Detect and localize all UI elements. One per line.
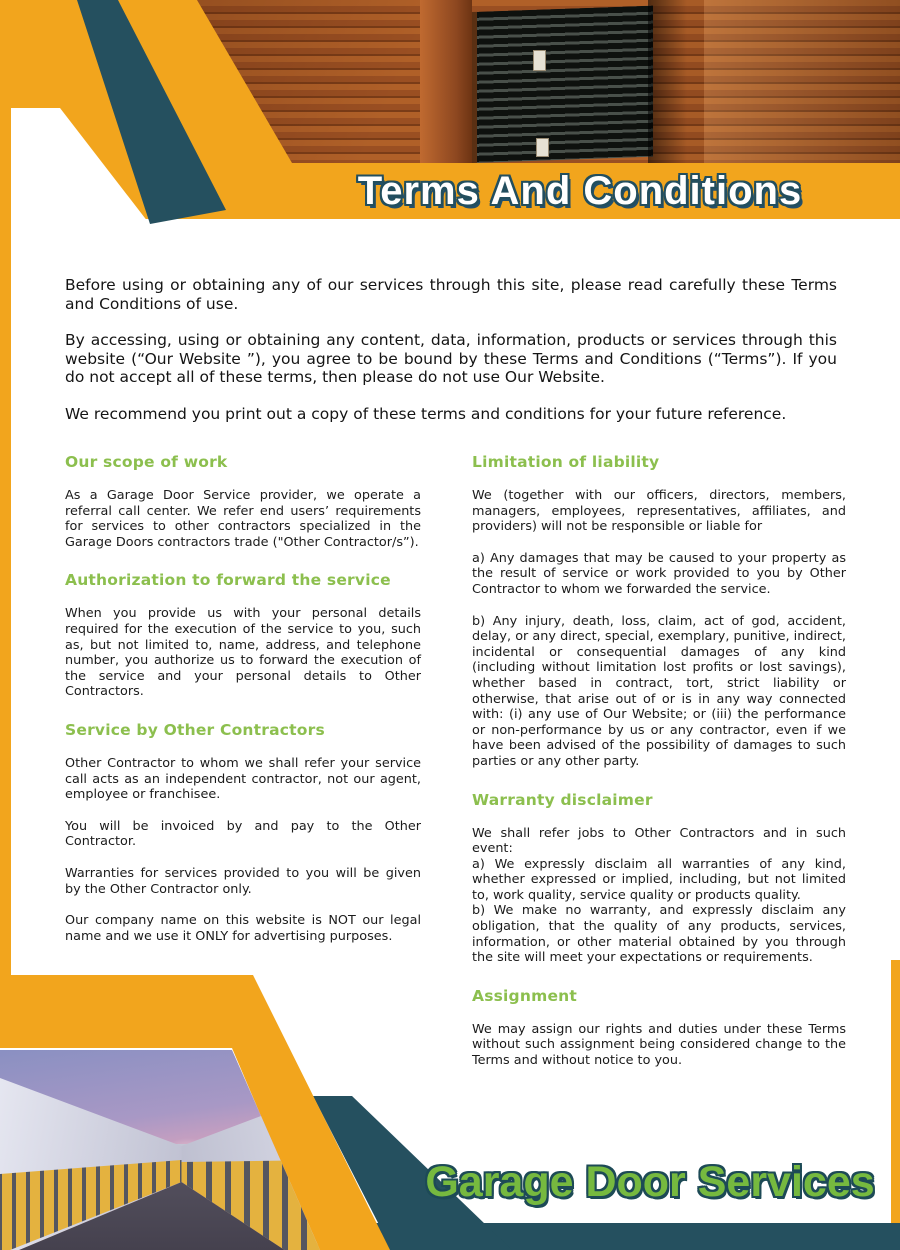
intro-text: [65, 276, 837, 441]
brand-logo: Garage Door Services: [425, 1158, 875, 1206]
left-edge-yellow-strip: [0, 105, 11, 989]
wall-plate: [536, 138, 549, 157]
wall-plate: [533, 50, 546, 71]
building-corner-shadow: [648, 0, 704, 163]
section-heading-warranty: Warranty disclaimer: [472, 790, 653, 809]
section-paragraph: Warranties for services provided to you will be given by the Other Contractor only.: [65, 865, 421, 897]
section-paragraph: a) Any damages that may be caused to your property as the result of service or work provided to you by Other Contractor to whom we forwarded the service.: [472, 550, 846, 597]
facade-right-shade: [704, 0, 900, 163]
page-title: Terms And Conditions: [357, 169, 803, 213]
intro-paragraph: Before using or obtaining any of our services through this site, please read carefully these Terms and Conditions of use.: [65, 276, 837, 313]
section-paragraph: You will be invoiced by and pay to the Other Contractor.: [65, 818, 421, 850]
section-heading-service-by-others: Service by Other Contractors: [65, 720, 325, 739]
section-heading-authorization: Authorization to forward the service: [65, 571, 391, 590]
section-paragraph: We (together with our officers, directors, members, managers, employees, representatives, affiliates, and providers) will not be responsible or liable for: [472, 488, 846, 535]
right-column: [472, 453, 846, 1085]
section-paragraph: b) Any injury, death, loss, claim, act of god, accident, delay, or any direct, special, exemplary, punitive, indirect, incidental or consequential damages of any kind (including without limitation lost profits or lost savings), whether based in contract, tort, strict liability or otherwise, that arise out of or is in any way connected with: (i) any use of Our Website; or (iii) the performance or non-performance by us or any contractor, even if we have been advised of the possibility of damages to such parties or any other party.: [472, 613, 846, 769]
section-paragraph: When you provide us with your personal details required for the execution of the service to you, such as, but not limited to, name, address, and telephone number, you authorize us to forward the execution of the service and your personal details to Other Contractors.: [65, 606, 421, 700]
section-paragraph: We shall refer jobs to Other Contractors and in such event:: [472, 825, 846, 857]
section-paragraph: a) We expressly disclaim all warranties of any kind, whether expressed or implied, including, but not limited to, work quality, service quality or products quality.: [472, 856, 846, 903]
left-column: [65, 453, 421, 960]
right-edge-yellow-strip: [891, 960, 900, 1223]
section-paragraph: b) We make no warranty, and expressly disclaim any obligation, that the quality of any products, services, information, or other material obtained by you through the site will meet your expectations or requirements.: [472, 903, 846, 966]
section-heading-liability: Limitation of liability: [472, 453, 660, 471]
wood-column: [420, 0, 472, 163]
section-paragraph: We may assign our rights and duties under these Terms without such assignment being considered change to the Terms and without notice to you.: [472, 1021, 846, 1069]
intro-paragraph: By accessing, using or obtaining any content, data, information, products or services through this website (“Our Website ”), you agree to be bound by these Terms and Conditions (“Terms”). If you do not accept all of these terms, then please do not use Our Website.: [65, 331, 837, 386]
section-paragraph: Our company name on this website is NOT our legal name and we use it ONLY for advertising purposes.: [65, 913, 421, 944]
section-heading-scope: Our scope of work: [65, 453, 228, 471]
section-paragraph: As a Garage Door Service provider, we operate a referral call center. We refer end users’ requirements for services to other contractors specialized in the Garage Doors contractors trade ("Other Contractor/s”).: [65, 488, 421, 550]
roller-door: [472, 6, 653, 163]
section-heading-assignment: Assignment: [472, 986, 577, 1005]
section-paragraph: Other Contractor to whom we shall refer your service call acts as an independent contractor, not our agent, employee or franchisee.: [65, 755, 421, 803]
intro-paragraph: We recommend you print out a copy of these terms and conditions for your future reference.: [65, 404, 787, 423]
